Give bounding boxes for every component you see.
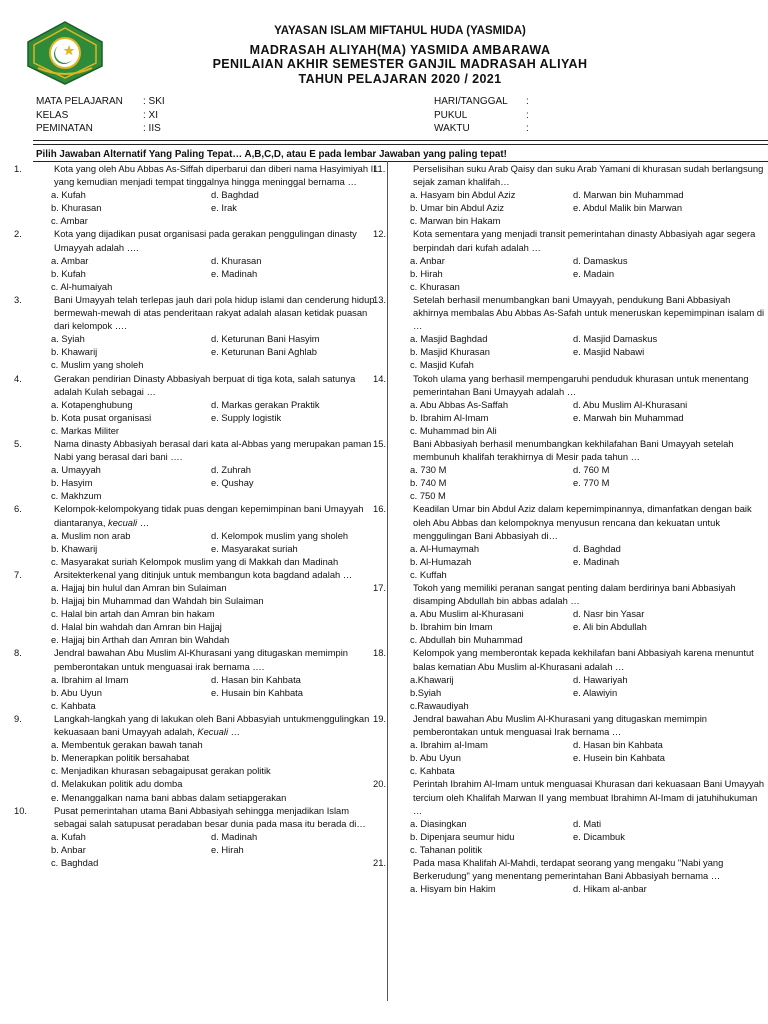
question-item (373, 163, 768, 228)
answer-option[interactable]: d. Baghdad (211, 190, 259, 201)
answer-option[interactable]: b. Abu Uyun (51, 687, 102, 698)
answer-options (34, 399, 384, 438)
question-text: 4. Gerakan pendirian Dinasty Abbasiyah berpuat di tiga kota, salah satunya adalah Kulah sebagai … (14, 373, 356, 397)
question-item (14, 713, 384, 805)
answer-option[interactable]: b. Anbar (51, 844, 86, 855)
answer-option[interactable]: a. Al-Humaymah (410, 543, 480, 554)
answer-options (34, 582, 384, 647)
question-text: 14. Tokoh ulama yang berhasil mempengaruhi penduduk khurasan untuk menentang pemerintahan Bani Umayyah adalah … (373, 373, 749, 397)
question-item (14, 647, 384, 712)
answer-option[interactable]: d. Hawariyah (573, 674, 628, 685)
meta-class: KELAS : XI (36, 109, 159, 121)
answer-option[interactable]: d. Damaskus (573, 255, 628, 266)
answer-option[interactable]: d. Khurasan (211, 255, 262, 266)
answer-options (393, 883, 768, 896)
question-text: 20. Perintah Ibrahim Al-Imam untuk menguasai Khurasan dari kekuasaan Bani Umayyah tercium oleh Khalifah Marwan II yang membuat Ibrahimn Al-Imam di jatuhihukuman … (373, 779, 765, 816)
answer-options (393, 543, 768, 582)
answer-option[interactable]: d. Madinah (211, 831, 258, 842)
answer-option[interactable]: e. Menanggalkan nama bani abbas dalam setiapgerakan (51, 792, 287, 803)
question-number: 8. (14, 648, 22, 659)
question-number: 21. (373, 857, 386, 868)
answer-option[interactable]: e. 770 M (573, 478, 610, 489)
question-text: 12. Kota sementara yang menjadi transit pemerintahan dinasty Abbasiyah agar segera berpindah dari kufah adalah … (373, 229, 756, 253)
answer-option[interactable]: b. Khurasan (51, 203, 102, 214)
question-text: 15. Bani Abbasiyah berhasil menumbangkan kekhilafahan Bani Umayyah setelah membunuh khalifah terakhirnya di Mesir pada tahun … (373, 438, 734, 463)
question-text: 18. Kelompok yang memberontak kepada kekhilafan bani Abbasiyah karena menuntut balas kematian Abu Muslim al-Khurasani adalah … (373, 648, 754, 672)
answer-option[interactable]: d. Baghdad (573, 543, 621, 554)
answer-option[interactable]: c. Ambar (51, 216, 88, 227)
question-number: 13. (373, 294, 386, 305)
answer-option[interactable]: b. Kufah (51, 268, 86, 279)
answer-option[interactable]: e. Supply logistik (211, 412, 282, 423)
answer-option[interactable]: c. Tahanan politik (410, 844, 483, 855)
question-text: 11. Perselisihan suku Arab Qaisy dan suku Arab Yamani di khurasan sudah berlangsung sejak zaman khalifah… (373, 164, 764, 188)
answer-option[interactable]: c. Kuffah (410, 569, 447, 580)
question-item (373, 713, 768, 778)
answer-option[interactable]: b. Ibrahim bin Imam (410, 622, 493, 633)
answer-option[interactable]: b.Syiah (410, 687, 442, 698)
answer-options (34, 831, 384, 870)
question-column-right (373, 163, 768, 896)
answer-option[interactable]: b. Umar bin Abdul Aziz (410, 203, 505, 214)
answer-options (393, 464, 768, 503)
answer-option[interactable]: b. 740 M (410, 478, 447, 489)
question-column-left (14, 163, 384, 870)
question-item (14, 228, 384, 293)
answer-option[interactable]: e. Keturunan Bani Aghlab (211, 347, 317, 358)
question-number: 4. (14, 373, 22, 384)
answer-option[interactable]: c. Abdullah bin Muhammad (410, 635, 523, 646)
question-number: 17. (373, 583, 386, 593)
answer-option[interactable]: a. Kufah (51, 831, 86, 842)
answer-option[interactable]: a. Umayyah (51, 465, 101, 476)
question-text: 3. Bani Umayyah telah terlepas jauh dari pola hidup islami dan cenderung hidup bermewah-mewah di atas penderitaan rakyat adalah alasan ketidak puasan dari kelompok …. (14, 294, 375, 332)
question-number: 15. (373, 438, 386, 449)
answer-option[interactable]: a. Abu Abbas As-Saffah (410, 399, 509, 410)
meta-time: PUKUL : (434, 109, 529, 121)
answer-options (34, 530, 384, 569)
answer-options (393, 399, 768, 438)
answer-option[interactable]: c. Kahbata (51, 700, 96, 711)
answer-option[interactable]: c. 750 M (410, 491, 446, 502)
answer-option[interactable]: b. Hajjaj bin Muhammad dan Wahdah bin Sulaiman (51, 596, 264, 607)
answer-option[interactable]: e. Masjid Nabawi (573, 347, 645, 358)
question-item (14, 503, 384, 568)
answer-option[interactable]: a. Muslim non arab (51, 530, 131, 541)
question-item (14, 438, 384, 503)
answer-options (34, 333, 384, 372)
answer-option[interactable]: c. Muhammad bin Ali (410, 425, 497, 436)
answer-option[interactable]: a. Hisyam bin Hakim (410, 884, 496, 895)
foundation-name: YAYASAN ISLAM MIFTAHUL HUDA (YASMIDA) (274, 25, 526, 37)
answer-option[interactable]: b. Hirah (410, 268, 443, 279)
answer-options (393, 189, 768, 228)
answer-option[interactable]: b. Khawarij (51, 543, 98, 554)
question-item (373, 438, 768, 503)
question-number: 16. (373, 504, 386, 515)
answer-option[interactable]: a. Ambar (51, 255, 89, 266)
answer-option[interactable]: d. Abu Muslim Al-Khurasani (573, 399, 688, 410)
question-text: 19. Jendral bawahan Abu Muslim Al-Khurasani yang ditugaskan memimpin pemberontakan untuk menguasai Irak bernama … (373, 713, 707, 738)
school-name: MADRASAH ALIYAH(MA) YASMIDA AMBARAWA (249, 43, 551, 57)
answer-option[interactable]: b. Khawarij (51, 347, 98, 358)
answer-option[interactable]: e. Qushay (211, 478, 254, 489)
answer-option[interactable]: a. Hasyam bin Abdul Aziz (410, 190, 516, 201)
answer-option[interactable]: c. Masyarakat suriah Kelompok muslim yang di Makkah dan Madinah (51, 556, 339, 567)
answer-options (34, 674, 384, 713)
answer-options (34, 739, 384, 804)
answer-option[interactable]: d. Mati (573, 818, 602, 829)
answer-option[interactable]: c. Marwan bin Hakam (410, 216, 501, 227)
answer-option[interactable]: c. Halal bin artah dan Amran bin hakam (51, 609, 215, 620)
answer-option[interactable]: c. Baghdad (51, 857, 99, 868)
exam-meta-left (36, 95, 165, 136)
answer-option[interactable]: c. Markas Militer (51, 425, 120, 436)
answer-option[interactable]: e. Madinah (211, 268, 258, 279)
question-item (373, 857, 768, 896)
answer-option[interactable]: e. Hajjaj bin Arthah dan Amran bin Wahdah (51, 635, 230, 646)
answer-option[interactable]: b. Dipenjara seumur hidu (410, 831, 515, 842)
answer-option[interactable]: c. Muslim yang sholeh (51, 360, 144, 371)
question-item (14, 294, 384, 373)
answer-options (393, 333, 768, 372)
answer-options (393, 818, 768, 857)
answer-option[interactable]: e. Madinah (573, 556, 620, 567)
answer-option[interactable]: e. Dicambuk (573, 831, 625, 842)
answer-option[interactable]: e. Madain (573, 268, 615, 279)
question-text: 6. Kelompok-kelompokyang tidak puas dengan kepemimpinan bani Umayyah diantaranya, kecuali … (14, 504, 364, 528)
answer-option[interactable]: a. Anbar (410, 255, 445, 266)
question-number: 11. (373, 164, 386, 174)
answer-option[interactable]: c. Masjid Kufah (410, 360, 474, 371)
question-number: 3. (14, 294, 22, 305)
answer-option[interactable]: a. Diasingkan (410, 818, 467, 829)
answer-option[interactable]: a. Syiah (51, 334, 85, 345)
question-text: 17. Tokoh yang memiliki peranan sangat penting dalam berdirinya bani Abbasiyah disamping Abdullah bin abbas adalah … (373, 583, 736, 607)
answer-option[interactable]: a. Masjid Baghdad (410, 334, 488, 345)
header-divider-double (33, 144, 768, 145)
answer-options (393, 739, 768, 778)
question-text: 13. Setelah berhasil menumbangkan bani Umayyah, pendukung Bani Abbasiyah akhirnya membalas Abu Abbas As-Safah untuk meneruskan kepemimpinan isalam di … (373, 294, 765, 332)
answer-option[interactable]: a. 730 M (410, 465, 447, 476)
question-item (14, 373, 384, 438)
answer-option[interactable]: a. Abu Muslim al-Khurasani (410, 609, 524, 620)
question-text: 10. Pusat pemerintahan utama Bani Abbasiyah sehingga menjadikan Islam sebagai salah satupusat peradaban besar dunia pada masa itu berada di… (14, 805, 366, 829)
answer-option[interactable]: e. Alawiyin (573, 687, 618, 698)
answer-option[interactable]: e. Masyarakat suriah (211, 543, 298, 554)
answer-options (393, 255, 768, 294)
answer-option[interactable]: c.Rawaudiyah (410, 700, 469, 711)
answer-option[interactable]: e. Marwah bin Muhammad (573, 412, 684, 423)
question-item (373, 647, 768, 712)
question-item (373, 503, 768, 582)
answer-option[interactable]: b. Al-Humazah (410, 556, 472, 567)
answer-option[interactable]: a. Ibrahim al-Imam (410, 740, 488, 751)
instruction-text: Pilih Jawaban Alternatif Yang Paling Tepat… A,B,C,D, atau E pada lembar Jawaban yang paling tepat! (36, 149, 507, 160)
answer-option[interactable]: d. Masjid Damaskus (573, 334, 658, 345)
answer-options (393, 608, 768, 647)
answer-option[interactable]: a. Kotapenghubung (51, 399, 133, 410)
exam-title: PENILAIAN AKHIR SEMESTER GANJIL MADRASAH ALIYAH (212, 57, 588, 71)
question-number: 18. (373, 648, 386, 659)
question-number: 14. (373, 373, 386, 384)
answer-option[interactable]: b. Ibrahim Al-Imam (410, 412, 489, 423)
meta-major: PEMINATAN : IIS (36, 123, 161, 134)
answer-option[interactable]: e. Ali bin Abdullah (573, 622, 647, 633)
answer-option[interactable]: d. Markas gerakan Praktik (211, 399, 320, 410)
question-item (373, 582, 768, 647)
question-text: 2. Kota yang dijadikan pusat organisasi pada gerakan penggulingan dinasty Umayyah adalah …. (14, 229, 357, 253)
answer-option[interactable]: b. Abu Uyun (410, 753, 461, 764)
question-number: 2. (14, 229, 22, 240)
answer-option[interactable]: c. Khurasan (410, 281, 460, 292)
question-text: 8. Jendral bawahan Abu Muslim Al-Khurasani yang ditugaskan memimpin pemberontakan untuk menguasai irak bernama …. (14, 648, 348, 672)
answer-option[interactable]: a.Khawarij (410, 674, 454, 685)
question-number: 20. (373, 779, 386, 790)
question-item (373, 373, 768, 438)
question-item (14, 805, 384, 870)
question-item (14, 163, 384, 228)
answer-option[interactable]: d. 760 M (573, 465, 610, 476)
answer-option[interactable]: b. Masjid Khurasan (410, 347, 490, 358)
question-number: 1. (14, 164, 22, 174)
question-text: 5. Nama dinasty Abbasiyah berasal dari kata al-Abbas yang merupakan paman Nabi yang berasal dari bani …. (14, 438, 372, 463)
answer-option[interactable]: b. Menerapkan politik bersahabat (51, 753, 190, 764)
answer-option[interactable]: c. Kahbata (410, 766, 455, 777)
answer-option[interactable]: e. Irak (211, 203, 237, 214)
question-text: 21. Pada masa Khalifah Al-Mahdi, terdapat seorang yang mengaku "Nabi yang Berkerudung" yang menentang pemerintahan Bani Abbasiyah bernama … (373, 857, 724, 882)
answer-option[interactable]: d. Marwan bin Muhammad (573, 190, 684, 201)
answer-option[interactable]: d. Halal bin wahdah dan Amran bin Hajjaj (51, 622, 222, 633)
answer-option[interactable]: e. Hirah (211, 844, 244, 855)
question-item (373, 778, 768, 857)
answer-option[interactable]: e. Husain bin Kahbata (211, 687, 303, 698)
academic-year: TAHUN PELAJARAN 2020 / 2021 (298, 72, 502, 86)
answer-option[interactable]: e. Abdul Malik bin Marwan (573, 203, 683, 214)
question-number: 7. (14, 569, 22, 580)
madrasah-emblem-icon (22, 20, 108, 86)
answer-option[interactable]: a. Kufah (51, 190, 86, 201)
header-divider (33, 140, 768, 141)
answer-options (34, 189, 384, 228)
answer-option[interactable]: d. Zuhrah (211, 465, 251, 476)
answer-option[interactable]: d. Melakukan politik adu domba (51, 779, 183, 790)
question-number: 19. (373, 713, 386, 724)
answer-option[interactable]: c. Al-humaiyah (51, 281, 113, 292)
meta-subject: MATA PELAJARAN : SKI (36, 96, 165, 107)
answer-option[interactable]: d. Keturunan Bani Hasyim (211, 334, 320, 345)
question-text: 1. Kota yang oleh Abu Abbas As-Siffah diperbarui dan diberi nama Hasyimiyah II yang kemudian menjadi tempat tinggalnya hingga meninggal bernama … (14, 164, 376, 188)
answer-option[interactable]: d. Nasr bin Yasar (573, 609, 645, 620)
question-number: 10. (14, 805, 27, 816)
question-number: 5. (14, 438, 22, 449)
question-number: 12. (373, 229, 386, 240)
answer-option[interactable]: b. Hasyim (51, 478, 93, 489)
question-text: 16. Keadilan Umar bin Abdul Aziz dalam kepemimpinannya, dimanfatkan dengan baik oleh Abu Abbas dan kelompoknya menyusun rencana dan kekuatan untuk menggulingan Bani Abbasiyah di… (373, 504, 752, 541)
answer-options (393, 674, 768, 713)
column-divider (387, 161, 388, 1001)
question-item (373, 228, 768, 293)
answer-options (34, 255, 384, 294)
question-text: 7. Arsitekterkenal yang ditinjuk untuk membangun kota bagdand adalah … (34, 569, 384, 582)
answer-option[interactable]: b. Kota pusat organisasi (51, 412, 152, 423)
exam-meta-right (434, 95, 529, 136)
exam-header (0, 0, 768, 95)
answer-option[interactable]: d. Hikam al-anbar (573, 884, 647, 895)
question-item (373, 294, 768, 373)
question-text: 9. Langkah-langkah yang di lakukan oleh Bani Abbasyiah untukmenggulingkan kekuasaan bani Umayyah adalah, Kecuali … (14, 713, 370, 738)
answer-options (34, 464, 384, 503)
answer-option[interactable]: c. Menjadikan khurasan sebagaipusat gerakan politik (51, 766, 271, 777)
answer-option[interactable]: c. Makhzum (51, 491, 102, 502)
answer-option[interactable]: e. Husein bin Kahbata (573, 753, 665, 764)
answer-option[interactable]: a. Membentuk gerakan bawah tanah (51, 740, 203, 751)
meta-duration: WAKTU : (434, 123, 529, 134)
instruction-divider (33, 161, 768, 162)
answer-option[interactable]: d. Hasan bin Kahbata (573, 740, 663, 751)
question-number: 6. (14, 504, 22, 515)
question-item (14, 569, 384, 648)
answer-option[interactable]: a. Ibrahim al Imam (51, 674, 129, 685)
question-number: 9. (14, 713, 22, 724)
answer-option[interactable]: d. Hasan bin Kahbata (211, 674, 301, 685)
answer-option[interactable]: a. Hajjaj bin hulul dan Amran bin Sulaiman (51, 583, 227, 593)
meta-date: HARI/TANGGAL : (434, 96, 529, 107)
answer-option[interactable]: d. Kelompok muslim yang sholeh (211, 530, 349, 541)
